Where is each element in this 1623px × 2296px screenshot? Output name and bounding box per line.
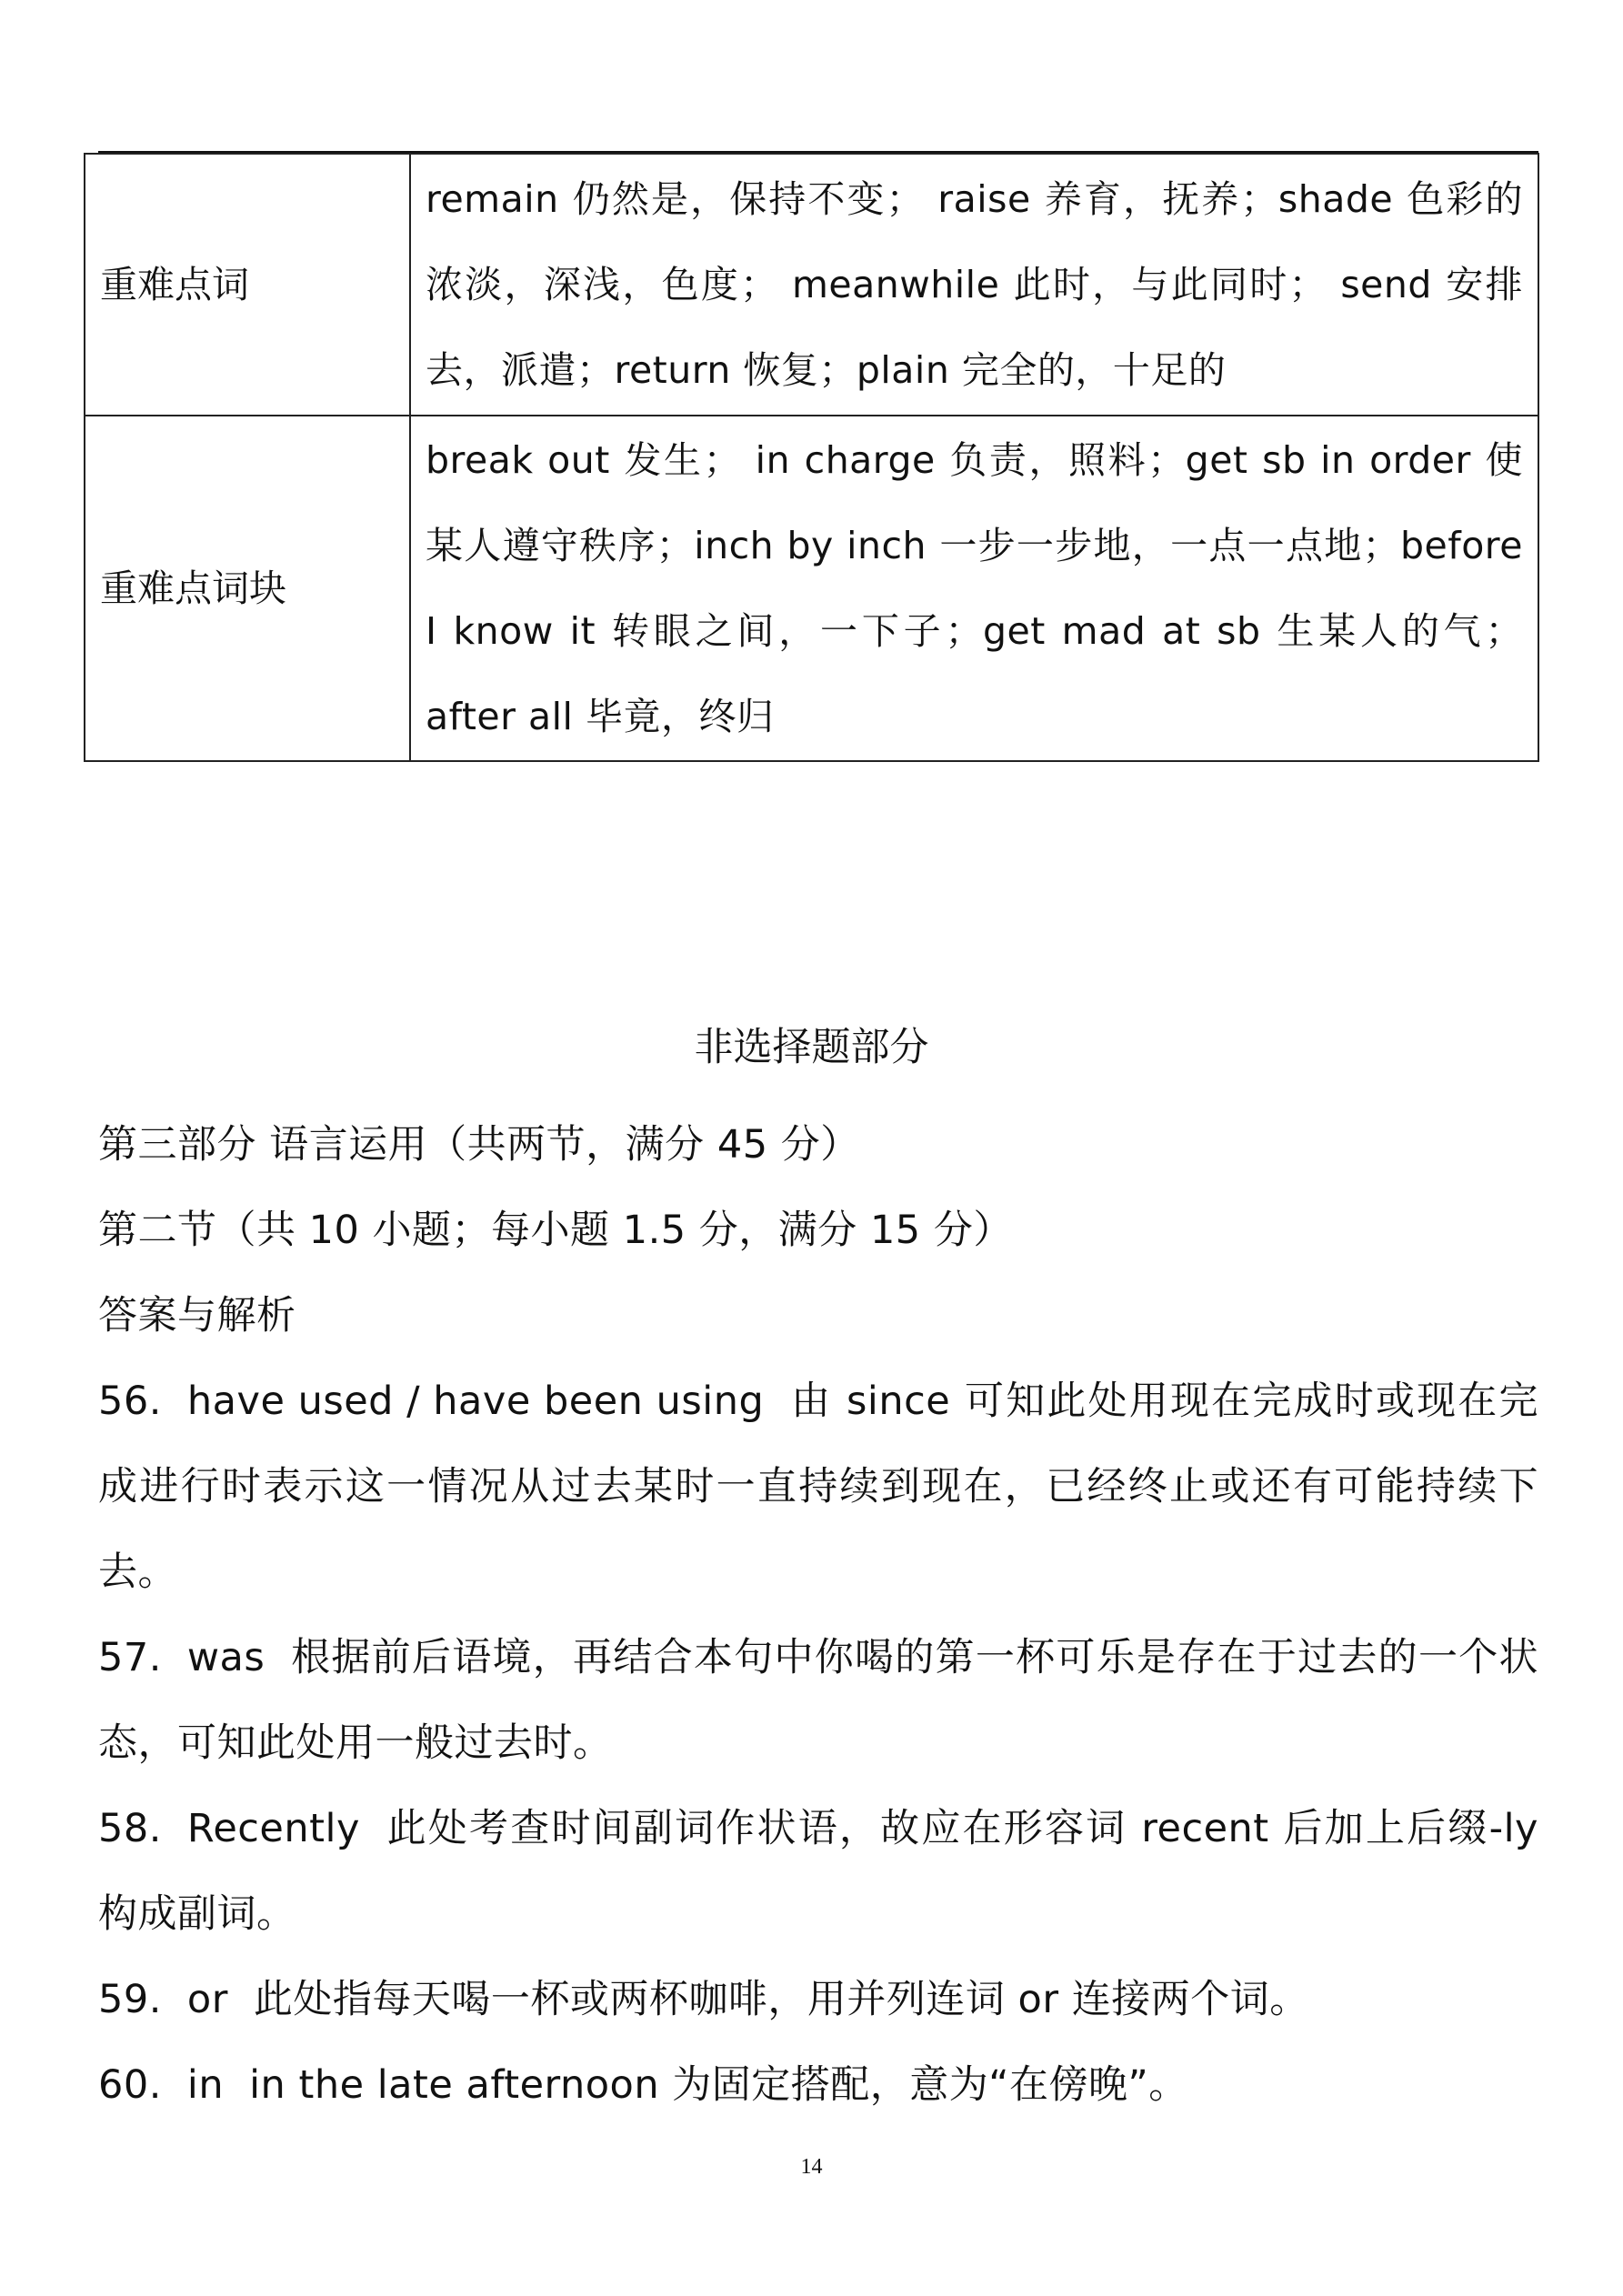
answer-item-59 xyxy=(98,1957,1538,2042)
answer-explanation: 根据前后语境，再结合本句中你喝的第一杯可乐是存在于过去的一个状态，可知此处用一般过去时。 xyxy=(98,1635,1538,1766)
answer-text: in xyxy=(186,2062,225,2108)
table-content-key-phrases: break out 发生； in charge 负责，照料；get sb in order 使某人遵守秩序；inch by inch 一步一步地，一点一点地；before I know it 转眼之间，一下子；get mad at sb 生某人的气；after all 毕竟，终归 xyxy=(410,416,1538,761)
part-heading: 第三部分 语言运用（共两节，满分 45 分） xyxy=(98,1122,860,1168)
page-number: 14 xyxy=(800,2155,823,2179)
answer-explanation: 此处考查时间副词作状语，故应在形容词 recent 后加上后缀-ly 构成副词。 xyxy=(98,1806,1538,1937)
answer-number: 57. xyxy=(98,1635,162,1680)
table-row-key-phrases xyxy=(85,416,1538,761)
answer-text: Recently xyxy=(186,1806,360,1851)
answer-number: 56. xyxy=(98,1379,162,1424)
answer-text: was xyxy=(186,1635,265,1680)
answers-heading: 答案与解析 xyxy=(98,1293,296,1338)
answer-explanation: in the late afternoon 为固定搭配，意为“在傍晚”。 xyxy=(249,2062,1188,2108)
answer-explanation: 由 since 可知此处用现在完成时或现在完成进行时表示这一情况从过去某时一直持续到现在，已经终止或还有可能持续下去。 xyxy=(98,1379,1538,1595)
answer-item-60 xyxy=(98,2042,1538,2128)
section-heading: 第二节（共 10 小题；每小题 1.5 分，满分 15 分） xyxy=(98,1208,1013,1253)
answer-text: or xyxy=(186,1977,228,2022)
vocabulary-table xyxy=(84,153,1539,762)
answer-item-56 xyxy=(98,1359,1538,1615)
answer-number: 59. xyxy=(98,1977,162,2022)
table-content-key-words: remain 仍然是，保持不变； raise 养育，抚养；shade 色彩的浓淡，深浅，色度； meanwhile 此时，与此同时； send 安排去，派遣；return 恢复；plain 完全的，十足的 xyxy=(410,154,1538,416)
table-label-key-words: 重难点词 xyxy=(85,154,410,416)
answer-number: 58. xyxy=(98,1806,162,1851)
table-label-key-phrases: 重难点词块 xyxy=(85,416,410,761)
answer-item-58 xyxy=(98,1786,1538,1957)
table-row-key-words xyxy=(85,154,1538,416)
answer-explanation: 此处指每天喝一杯或两杯咖啡，用并列连词 or 连接两个词。 xyxy=(253,1977,1309,2022)
answer-number: 60. xyxy=(98,2062,162,2108)
answer-item-57 xyxy=(98,1615,1538,1786)
answer-text: have used / have been using xyxy=(186,1379,765,1424)
body-text xyxy=(98,1102,1538,2128)
section-title: 非选择题部分 xyxy=(694,1025,929,1070)
